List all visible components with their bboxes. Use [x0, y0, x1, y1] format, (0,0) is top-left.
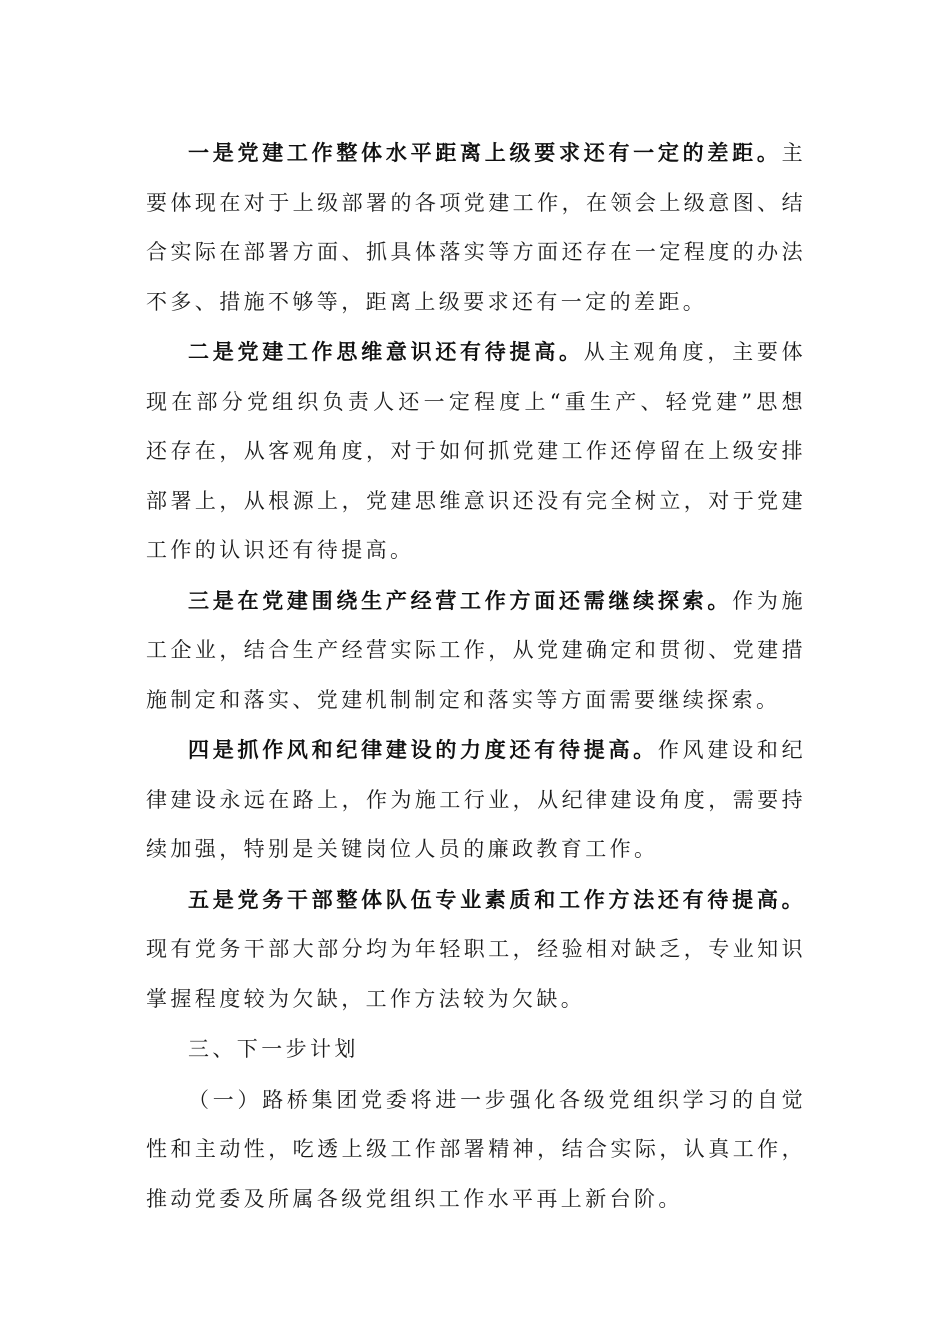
paragraph-issue-2	[146, 327, 806, 576]
paragraph-lead: 一是党建工作整体水平距离上级要求还有一定的差距。	[188, 140, 782, 165]
paragraph-text: 作为施工企业，结合生产经营实际工作，从党建确定和贯彻、党建措施制定和落实、党建机制制定和落实等方面需要继续探索。	[146, 588, 806, 712]
paragraph-issue-4	[146, 725, 806, 875]
paragraph-lead: 二是党建工作思维意识还有待提高。	[188, 339, 584, 364]
paragraph-issue-5	[146, 875, 806, 1025]
document-body	[146, 128, 806, 1224]
paragraph-lead: 五是党务干部整体队伍专业素质和工作方法还有待提高。	[188, 886, 806, 912]
paragraph-lead: 四是抓作风和纪律建设的力度还有待提高。	[188, 737, 658, 762]
paragraph-plan-1	[146, 1075, 806, 1225]
paragraph-text: 从主观角度，主要体现在部分党组织负责人还一定程度上“重生产、轻党建”思想还存在，从客观角度，对于如何抓党建工作还停留在上级安排部署上，从根源上，党建思维意识还没有完全树立，对于党建工作的认识还有待提高。	[146, 340, 806, 562]
paragraph-lead: 三是在党建围绕生产经营工作方面还需继续探索。	[188, 587, 733, 613]
paragraph-text: 作风建设和纪律建设永远在路上，作为施工行业，从纪律建设角度，需要持续加强，特别是关键岗位人员的廉政教育工作。	[146, 738, 806, 861]
paragraph-text: （一）路桥集团党委将进一步强化各级党组织学习的自觉性和主动性，吃透上级工作部署精神，结合实际，认真工作，推动党委及所属各级党组织工作水平再上新台阶。	[146, 1087, 806, 1211]
paragraph-issue-1	[146, 128, 806, 327]
paragraph-issue-3	[146, 576, 806, 726]
paragraph-text: 现有党务干部大部分均为年轻职工，经验相对缺乏，专业知识掌握程度较为欠缺，工作方法较为欠缺。	[146, 937, 806, 1011]
section-heading-next-steps	[146, 1024, 806, 1075]
paragraph-text: 主要体现在对于上级部署的各项党建工作，在领会上级意图、结合实际在部署方面、抓具体落实等方面还存在一定程度的办法不多、措施不够等，距离上级要求还有一定的差距。	[146, 141, 806, 314]
paragraph-text: 三、下一步计划	[188, 1037, 359, 1061]
